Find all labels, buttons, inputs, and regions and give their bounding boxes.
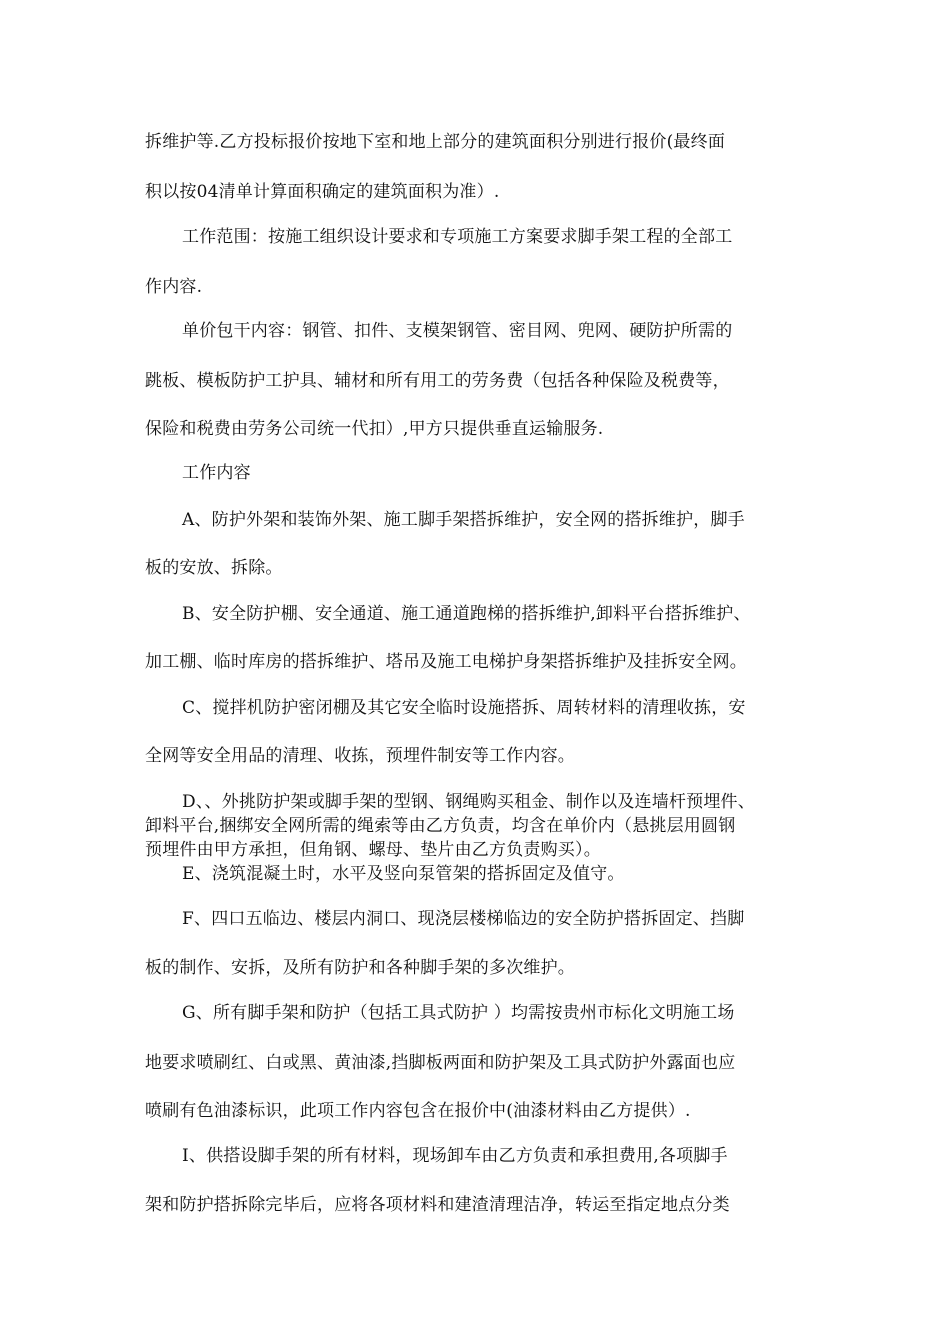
paragraph-line: 工作范围：按施工组织设计要求和专项施工方案要求脚手架工程的全部工 (182, 227, 733, 247)
paragraph-line: 预埋件由甲方承担，但角钢、螺母、垫片由乙方负责购买）。 (145, 840, 601, 860)
paragraph-line: 单价包干内容：钢管、扣件、支模架钢管、密目网、兜网、硬防护所需的 (182, 321, 733, 341)
paragraph-line: F、四口五临边、楼层内洞口、现浇层楼梯临边的安全防护搭拆固定、挡脚 (182, 909, 745, 929)
paragraph-line: A、防护外架和装饰外架、施工脚手架搭拆维护，安全网的搭拆维护，脚手 (182, 510, 745, 530)
paragraph-line: 保险和税费由劳务公司统一代扣）,甲方只提供垂直运输服务. (145, 419, 604, 439)
paragraph-line: 板的制作、安拆，及所有防护和各种脚手架的多次维护。 (145, 958, 575, 978)
paragraph-line: E、浇筑混凝土时，水平及竖向泵管架的搭拆固定及值守。 (182, 864, 625, 884)
paragraph-line: D、、外挑防护架或脚手架的型钢、钢绳购买租金、制作以及连墙杆预埋件、 (182, 792, 755, 812)
paragraph-line: 拆维护等.乙方投标报价按地下室和地上部分的建筑面积分别进行报价(最终面 (145, 132, 726, 152)
paragraph-line: 卸料平台,捆绑安全网所需的绳索等由乙方负责，均含在单价内（悬挑层用圆钢 (145, 816, 736, 836)
paragraph-line: 作内容. (145, 277, 203, 297)
paragraph-line: 架和防护搭拆除完毕后，应将各项材料和建渣清理洁净，转运至指定地点分类 (145, 1195, 730, 1215)
section-heading: 工作内容 (182, 463, 251, 483)
paragraph-line: 积以按04清单计算面积确定的建筑面积为准）. (145, 182, 500, 202)
paragraph-line: 全网等安全用品的清理、收拣，预埋件制安等工作内容。 (145, 746, 575, 766)
paragraph-line: G、所有脚手架和防护（包括工具式防护 ）均需按贵州市标化文明施工场 (182, 1003, 735, 1023)
paragraph-line: B、安全防护棚、安全通道、施工通道跑梯的搭拆维护,卸料平台搭拆维护、 (182, 604, 751, 624)
paragraph-line: 喷刷有色油漆标识，此项工作内容包含在报价中(油漆材料由乙方提供）. (145, 1101, 691, 1121)
paragraph-line: C、搅拌机防护密闭棚及其它安全临时设施搭拆、周转材料的清理收拣，安 (182, 698, 746, 718)
paragraph-line: I、供搭设脚手架的所有材料，现场卸车由乙方负责和承担费用,各项脚手 (182, 1146, 728, 1166)
paragraph-line: 加工棚、临时库房的搭拆维护、塔吊及施工电梯护身架搭拆维护及挂拆安全网。 (145, 652, 747, 672)
paragraph-line: 地要求喷刷红、白或黑、黄油漆,挡脚板两面和防护架及工具式防护外露面也应 (145, 1053, 736, 1073)
paragraph-line: 跳板、模板防护工护具、辅材和所有用工的劳务费（包括各种保险及税费等， (145, 371, 730, 391)
paragraph-line: 板的安放、拆除。 (145, 558, 283, 578)
